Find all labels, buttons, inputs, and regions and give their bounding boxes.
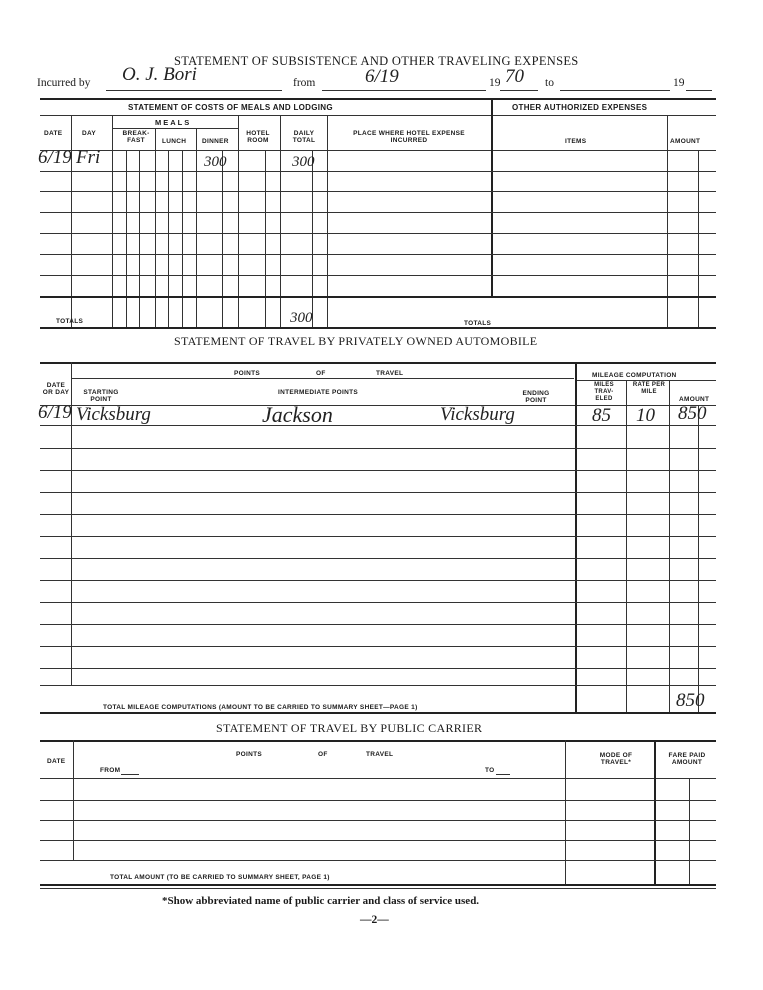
from-line bbox=[322, 90, 486, 91]
carrier-row-rule bbox=[40, 860, 716, 861]
meals-header-rule bbox=[40, 150, 716, 151]
carrier-bottom-border bbox=[40, 884, 716, 886]
auto-col-rate: RATE PER MILE bbox=[632, 382, 666, 395]
auto-row-rule bbox=[40, 492, 716, 493]
carrier-bottom-rule-2 bbox=[40, 888, 716, 889]
auto-row1-miles[interactable]: 85 bbox=[592, 405, 611, 426]
meals-vline bbox=[698, 150, 699, 327]
carrier-from-label: FROM bbox=[100, 767, 121, 774]
carrier-to-line bbox=[496, 774, 510, 775]
auto-of-label: OF bbox=[316, 370, 326, 377]
carrier-row-rule bbox=[40, 800, 716, 801]
year-value[interactable]: 70 bbox=[505, 66, 524, 87]
mileage-group-header: MILEAGE COMPUTATION bbox=[592, 372, 677, 379]
incurred-by-line bbox=[106, 90, 282, 91]
carrier-of-label: OF bbox=[318, 751, 328, 758]
meals-row-rule bbox=[40, 275, 716, 276]
meals-row-rule bbox=[40, 233, 716, 234]
meals-row1-dinner[interactable]: 300 bbox=[204, 154, 227, 170]
meals-mid-divider bbox=[491, 98, 493, 296]
auto-row-rule bbox=[40, 536, 716, 537]
col-date: DATE bbox=[44, 130, 63, 137]
carrier-col-date: DATE bbox=[47, 758, 66, 765]
auto-row-rule bbox=[40, 580, 716, 581]
to-label: to bbox=[545, 77, 554, 89]
page-number: —2— bbox=[360, 914, 389, 926]
carrier-row-rule bbox=[40, 820, 716, 821]
meals-row1-date[interactable]: 6/19 bbox=[38, 147, 72, 168]
auto-row1-ending[interactable]: Vicksburg bbox=[440, 404, 515, 425]
meals-group-header: MEALS bbox=[155, 118, 192, 127]
meals-bottom-border bbox=[40, 327, 716, 329]
auto-row-rule bbox=[40, 624, 716, 625]
auto-col-amount: AMOUNT bbox=[679, 396, 710, 403]
auto-points-label: POINTS bbox=[234, 370, 260, 377]
auto-row1-intermediate[interactable]: Jackson bbox=[262, 402, 333, 427]
auto-row-rule bbox=[40, 602, 716, 603]
mileage-group-rule bbox=[577, 380, 716, 381]
auto-row-rule bbox=[40, 558, 716, 559]
auto-top-border bbox=[40, 362, 716, 364]
auto-group-rule bbox=[71, 378, 574, 379]
meals-row-rule bbox=[40, 212, 716, 213]
year-prefix: 19 bbox=[489, 77, 501, 89]
auto-row1-date[interactable]: 6/19 bbox=[38, 402, 72, 423]
auto-row-rule bbox=[40, 668, 716, 669]
carrier-fare-divider bbox=[654, 740, 656, 884]
meals-vline bbox=[222, 150, 223, 327]
meals-section-title: STATEMENT OF COSTS OF MEALS AND LODGING bbox=[128, 103, 333, 112]
meals-totals-rule bbox=[40, 296, 716, 298]
auto-col-miles: MILES TRAV- ELED bbox=[594, 382, 614, 402]
carrier-col-mode: MODE OF TRAVEL* bbox=[599, 752, 633, 766]
auto-col-starting: STARTING POINT bbox=[83, 389, 119, 403]
auto-row1-amount[interactable]: 850 bbox=[678, 403, 707, 424]
meals-vline bbox=[312, 150, 313, 327]
incurred-by-label: Incurred by bbox=[37, 77, 91, 89]
meals-title-rule bbox=[40, 115, 716, 116]
meals-totals-value[interactable]: 300 bbox=[290, 310, 313, 326]
meals-vline bbox=[168, 150, 169, 327]
carrier-vline bbox=[689, 778, 690, 884]
auto-col-intermediate: INTERMEDIATE POINTS bbox=[278, 389, 358, 396]
meals-vline bbox=[126, 150, 127, 327]
auto-row1-starting[interactable]: Vicksburg bbox=[76, 404, 151, 425]
year-line bbox=[500, 90, 538, 91]
meals-row1-daily-total[interactable]: 300 bbox=[292, 154, 315, 170]
carrier-to-label: TO bbox=[485, 767, 495, 774]
year-prefix-2: 19 bbox=[673, 77, 685, 89]
meals-row-rule bbox=[40, 191, 716, 192]
meals-row-rule bbox=[40, 171, 716, 172]
auto-row-rule bbox=[40, 448, 716, 449]
carrier-points-label: POINTS bbox=[236, 751, 262, 758]
carrier-section-title: STATEMENT OF TRAVEL BY PUBLIC CARRIER bbox=[216, 721, 483, 735]
auto-row-rule bbox=[40, 685, 716, 686]
col-amount: AMOUNT bbox=[670, 138, 701, 145]
carrier-vline bbox=[565, 740, 566, 884]
col-daily-total: DAILY TOTAL bbox=[292, 130, 316, 144]
incurred-by-value[interactable]: O. J. Bori bbox=[122, 64, 197, 85]
carrier-row-rule bbox=[40, 840, 716, 841]
auto-vline bbox=[626, 380, 627, 712]
meals-top-border bbox=[40, 98, 716, 100]
meals-totals-label: TOTALS bbox=[56, 318, 84, 325]
meals-row-rule bbox=[40, 254, 716, 255]
to-line bbox=[560, 90, 670, 91]
from-value[interactable]: 6/19 bbox=[365, 66, 399, 87]
carrier-top-border bbox=[40, 740, 716, 742]
from-label: from bbox=[293, 77, 316, 89]
carrier-total-label: TOTAL AMOUNT (TO BE CARRIED TO SUMMARY SHEET, PAGE 1) bbox=[110, 874, 330, 881]
auto-row-rule bbox=[40, 470, 716, 471]
carrier-header-rule bbox=[40, 778, 716, 779]
auto-row-rule bbox=[40, 646, 716, 647]
auto-total-value[interactable]: 850 bbox=[676, 690, 705, 711]
auto-bottom-border bbox=[40, 712, 716, 714]
carrier-travel-label: TRAVEL bbox=[366, 751, 394, 758]
col-dinner: DINNER bbox=[202, 138, 229, 145]
other-expenses-title: OTHER AUTHORIZED EXPENSES bbox=[512, 103, 648, 112]
auto-col-date: DATE OR DAY bbox=[42, 382, 70, 396]
auto-total-label: TOTAL MILEAGE COMPUTATIONS (AMOUNT TO BE CARRIED TO SUMMARY SHEET—PAGE 1) bbox=[103, 704, 418, 711]
auto-mileage-divider bbox=[575, 362, 577, 712]
col-breakfast: BREAK- FAST bbox=[122, 130, 150, 144]
auto-vline bbox=[669, 380, 670, 712]
col-hotel-room: HOTEL ROOM bbox=[246, 130, 270, 144]
col-day: DAY bbox=[82, 130, 97, 137]
year-line-2 bbox=[686, 90, 712, 91]
auto-travel-label: TRAVEL bbox=[376, 370, 404, 377]
carrier-from-line bbox=[121, 774, 139, 775]
carrier-col-fare: FARE PAID AMOUNT bbox=[668, 752, 706, 766]
meals-vline bbox=[265, 150, 266, 327]
meals-row1-day[interactable]: Fri bbox=[76, 147, 101, 168]
auto-row1-rate[interactable]: 10 bbox=[636, 405, 655, 426]
meals-vline bbox=[139, 150, 140, 327]
auto-row-rule bbox=[40, 514, 716, 515]
col-lunch: LUNCH bbox=[162, 138, 187, 145]
auto-section-title: STATEMENT OF TRAVEL BY PRIVATELY OWNED AUTOMOBILE bbox=[174, 334, 538, 348]
footer-note: *Show abbreviated name of public carrier and class of service used. bbox=[162, 895, 480, 907]
col-items: ITEMS bbox=[565, 138, 587, 145]
auto-col-ending: ENDING POINT bbox=[522, 390, 550, 404]
meals-vline bbox=[182, 150, 183, 327]
form-title: STATEMENT OF SUBSISTENCE AND OTHER TRAVELING EXPENSES bbox=[174, 54, 579, 68]
other-totals-label: TOTALS bbox=[464, 320, 492, 327]
col-place: PLACE WHERE HOTEL EXPENSE INCURRED bbox=[353, 130, 465, 144]
meals-group-rule bbox=[112, 128, 238, 129]
